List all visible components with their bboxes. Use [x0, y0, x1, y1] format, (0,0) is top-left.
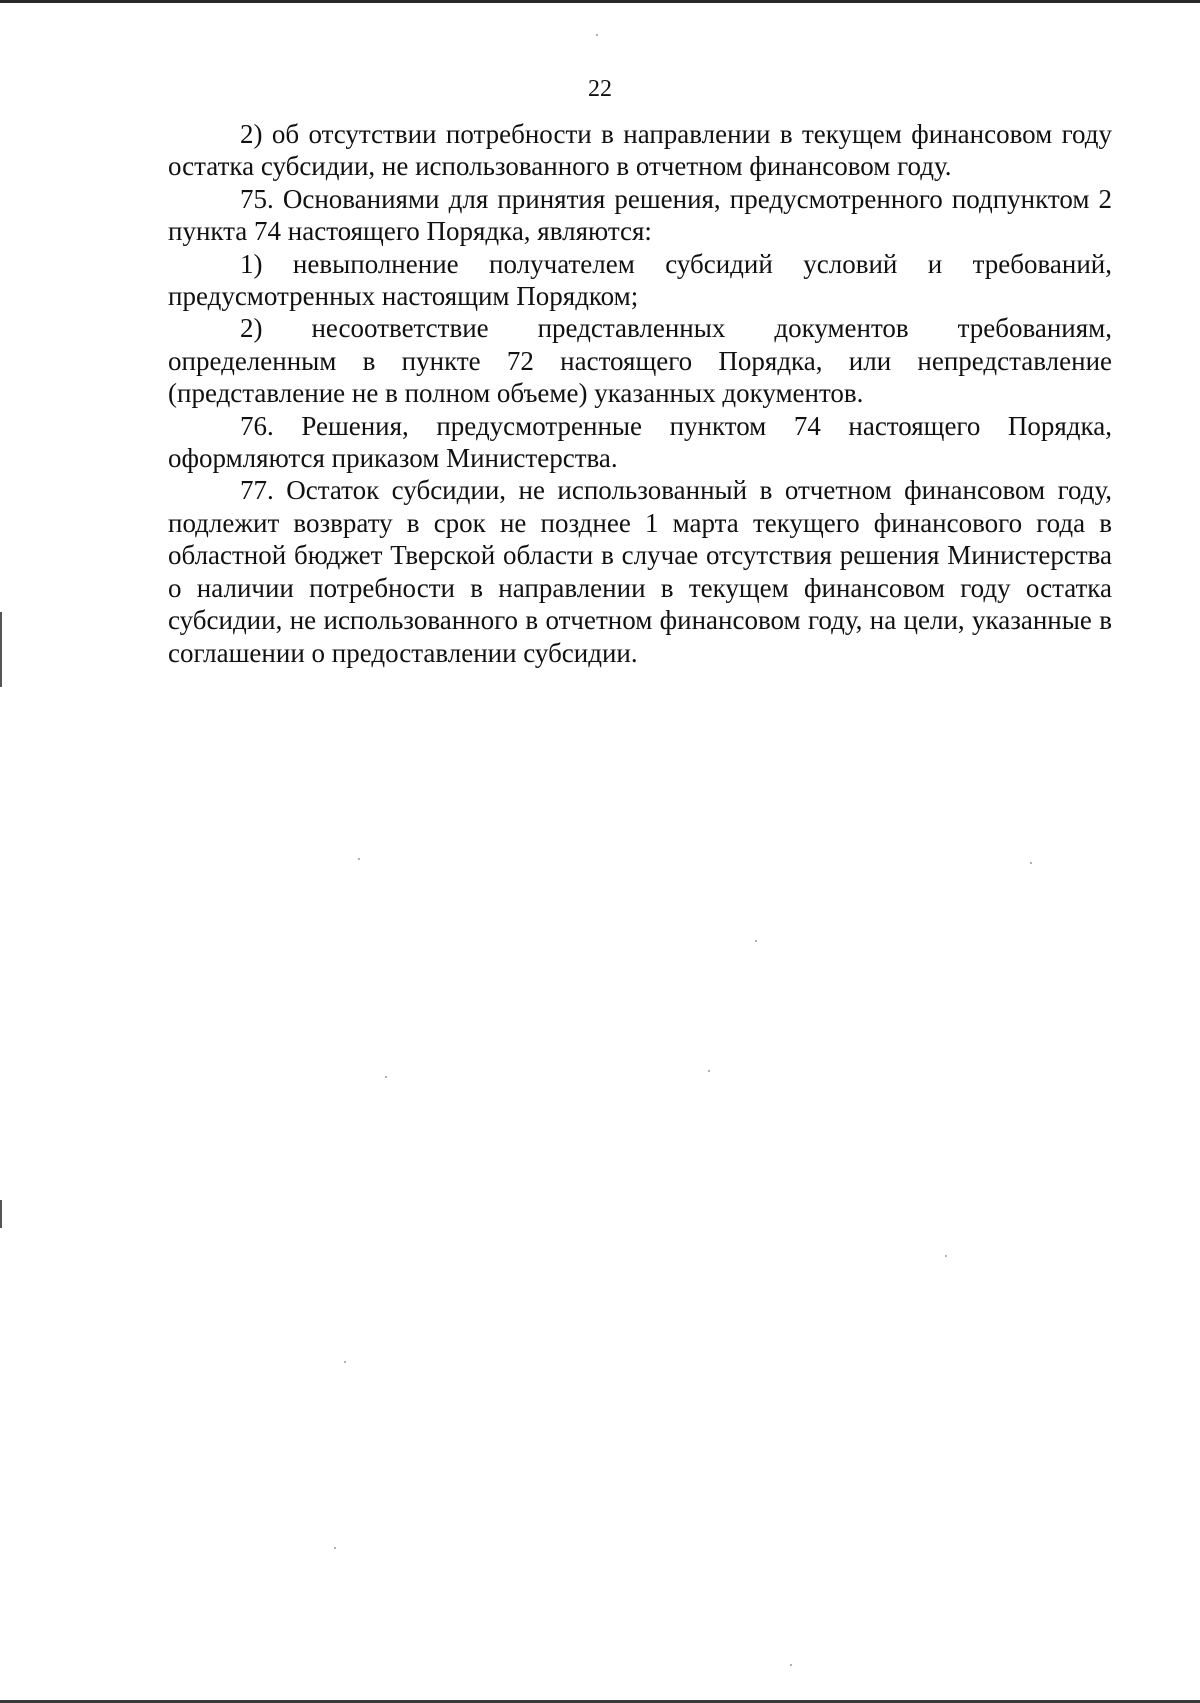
- scan-speck: [1030, 862, 1032, 864]
- paragraph-75-item-2: 2) несоответствие представленных документов требованиям, определенным в пункте 72 настоящего Порядка, или непредставление (представление не в полном объеме) указанных документов.: [168, 313, 1112, 409]
- scan-speck: [344, 1361, 346, 1363]
- scan-left-edge-mark: [0, 612, 2, 687]
- scan-speck: [755, 940, 757, 942]
- scan-speck: [358, 858, 360, 860]
- paragraph-77: 77. Остаток субсидии, не использованный в отчетном финансовом году, подлежит возврату в срок не позднее 1 марта текущего финансового года в областной бюджет Тверской области в случае отсутствия решения Министерства о наличии потребности в направлении в текущем финансовом году остатка субсидии, не использованного в отчетном финансовом году, на цели, указанные в соглашении о предоставлении субсидии.: [168, 475, 1112, 668]
- document-body: [168, 118, 1112, 669]
- scan-speck: [945, 1255, 947, 1257]
- page-number: 22: [588, 76, 612, 102]
- scan-speck: [385, 1076, 387, 1078]
- paragraph-76: 76. Решения, предусмотренные пунктом 74 настоящего Порядка, оформляются приказом Министерства.: [168, 410, 1112, 474]
- scan-top-edge: [0, 0, 1200, 3]
- scan-speck: [596, 34, 598, 36]
- scan-speck: [708, 1070, 710, 1072]
- scan-left-edge-mark: [0, 1200, 2, 1228]
- paragraph-74-item-2: 2) об отсутствии потребности в направлении в текущем финансовом году остатка субсидии, не использованного в отчетном финансовом году.: [168, 119, 1112, 182]
- scan-speck: [790, 1664, 792, 1666]
- paragraph-75-item-1: 1) невыполнение получателем субсидий условий и требований, предусмотренных настоящим Порядком;: [168, 248, 1112, 312]
- scan-speck: [334, 1547, 336, 1549]
- paragraph-75: 75. Основаниями для принятия решения, предусмотренного подпунктом 2 пункта 74 настоящего Порядка, являются:: [168, 183, 1112, 247]
